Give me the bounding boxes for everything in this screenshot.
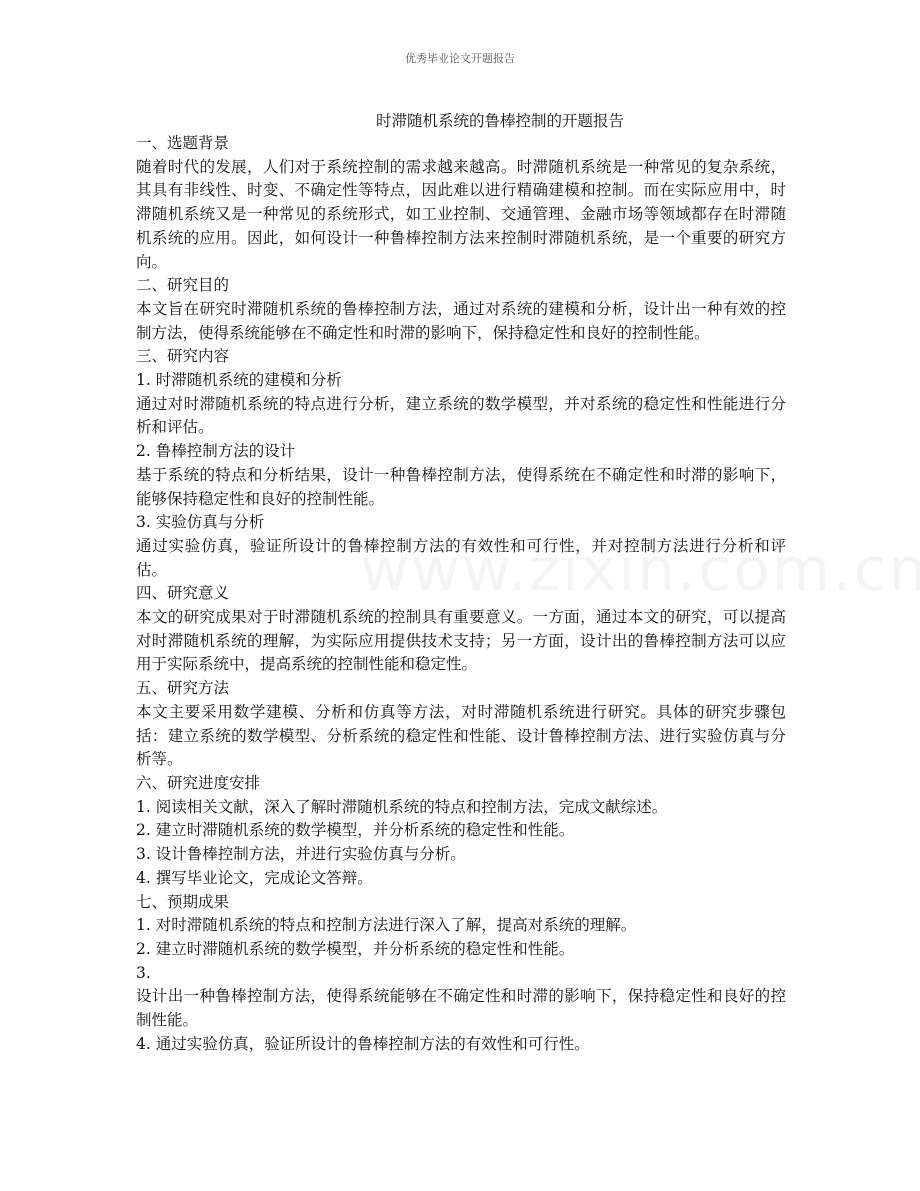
list-item: 2. 建立时滞随机系统的数学模型，并分析系统的稳定性和性能。 [136,821,575,840]
paragraph: 通过实验仿真，验证所设计的鲁棒控制方法的有效性和可行性，并对控制方法进行分析和评估。 [136,536,786,579]
document-body [136,132,786,1056]
subheading: 2. 鲁棒控制方法的设计 [136,442,296,461]
section-heading: 六、研究进度安排 [136,773,261,792]
list-item: 3. 设计鲁棒控制方法，并进行实验仿真与分析。 [136,845,466,864]
paragraph: 基于系统的特点和分析结果，设计一种鲁棒控制方法，使得系统在不确定性和时滞的影响下，能够保持稳定性和良好的控制性能。 [136,465,786,508]
section-heading: 五、研究方法 [136,679,230,698]
list-item: 1. 阅读相关文献，深入了解时滞随机系统的特点和控制方法，完成文献综述。 [136,797,668,816]
paragraph: 本文的研究成果对于时滞随机系统的控制具有重要意义。一方面，通过本文的研究，可以提高对时滞随机系统的理解，为实际应用提供技术支持；另一方面，设计出的鲁棒控制方法可以应用于实际系统中，提高系统的控制性能和稳定性。 [136,608,786,674]
list-item: 3. [136,963,151,982]
section-heading: 三、研究内容 [136,347,230,366]
page-header: 优秀毕业论文开题报告 [405,52,515,65]
paragraph: 通过对时滞随机系统的特点进行分析，建立系统的数学模型，并对系统的稳定性和性能进行分析和评估。 [136,394,786,437]
paragraph: 本文旨在研究时滞随机系统的鲁棒控制方法，通过对系统的建模和分析，设计出一种有效的控制方法，使得系统能够在不确定性和时滞的影响下，保持稳定性和良好的控制性能。 [136,299,786,342]
paragraph: 本文主要采用数学建模、分析和仿真等方法，对时滞随机系统进行研究。具体的研究步骤包括：建立系统的数学模型、分析系统的稳定性和性能、设计鲁棒控制方法、进行实验仿真与分析等。 [136,702,786,769]
list-item: 2. 建立时滞随机系统的数学模型，并分析系统的稳定性和性能。 [136,939,575,958]
section-heading: 四、研究意义 [136,584,230,603]
list-item: 4. 撰写毕业论文，完成论文答辩。 [136,868,373,887]
list-item: 1. 对时滞随机系统的特点和控制方法进行深入了解，提高对系统的理解。 [136,916,637,935]
section-heading: 七、预期成果 [136,892,230,911]
document-title: 时滞随机系统的鲁棒控制的开题报告 [375,112,624,130]
subheading: 3. 实验仿真与分析 [136,513,265,532]
subheading: 1. 时滞随机系统的建模和分析 [136,371,342,390]
paragraph: 随着时代的发展，人们对于系统控制的需求越来越高。时滞随机系统是一种常见的复杂系统，其具有非线性、时变、不确定性等特点，因此难以进行精确建模和控制。而在实际应用中，时滞随机系统又是一种常见的系统形式，如工业控制、交通管理、金融市场等领域都存在时滞随机系统的应用。因此，如何设计一种鲁棒控制方法来控制时滞随机系统，是一个重要的研究方向。 [136,157,786,271]
list-item: 4. 通过实验仿真，验证所设计的鲁棒控制方法的有效性和可行性。 [136,1034,590,1053]
list-item-text: 设计出一种鲁棒控制方法，使得系统能够在不确定性和时滞的影响下，保持稳定性和良好的控制性能。 [136,987,786,1030]
section-heading: 二、研究目的 [136,276,230,295]
section-heading: 一、选题背景 [136,134,230,152]
